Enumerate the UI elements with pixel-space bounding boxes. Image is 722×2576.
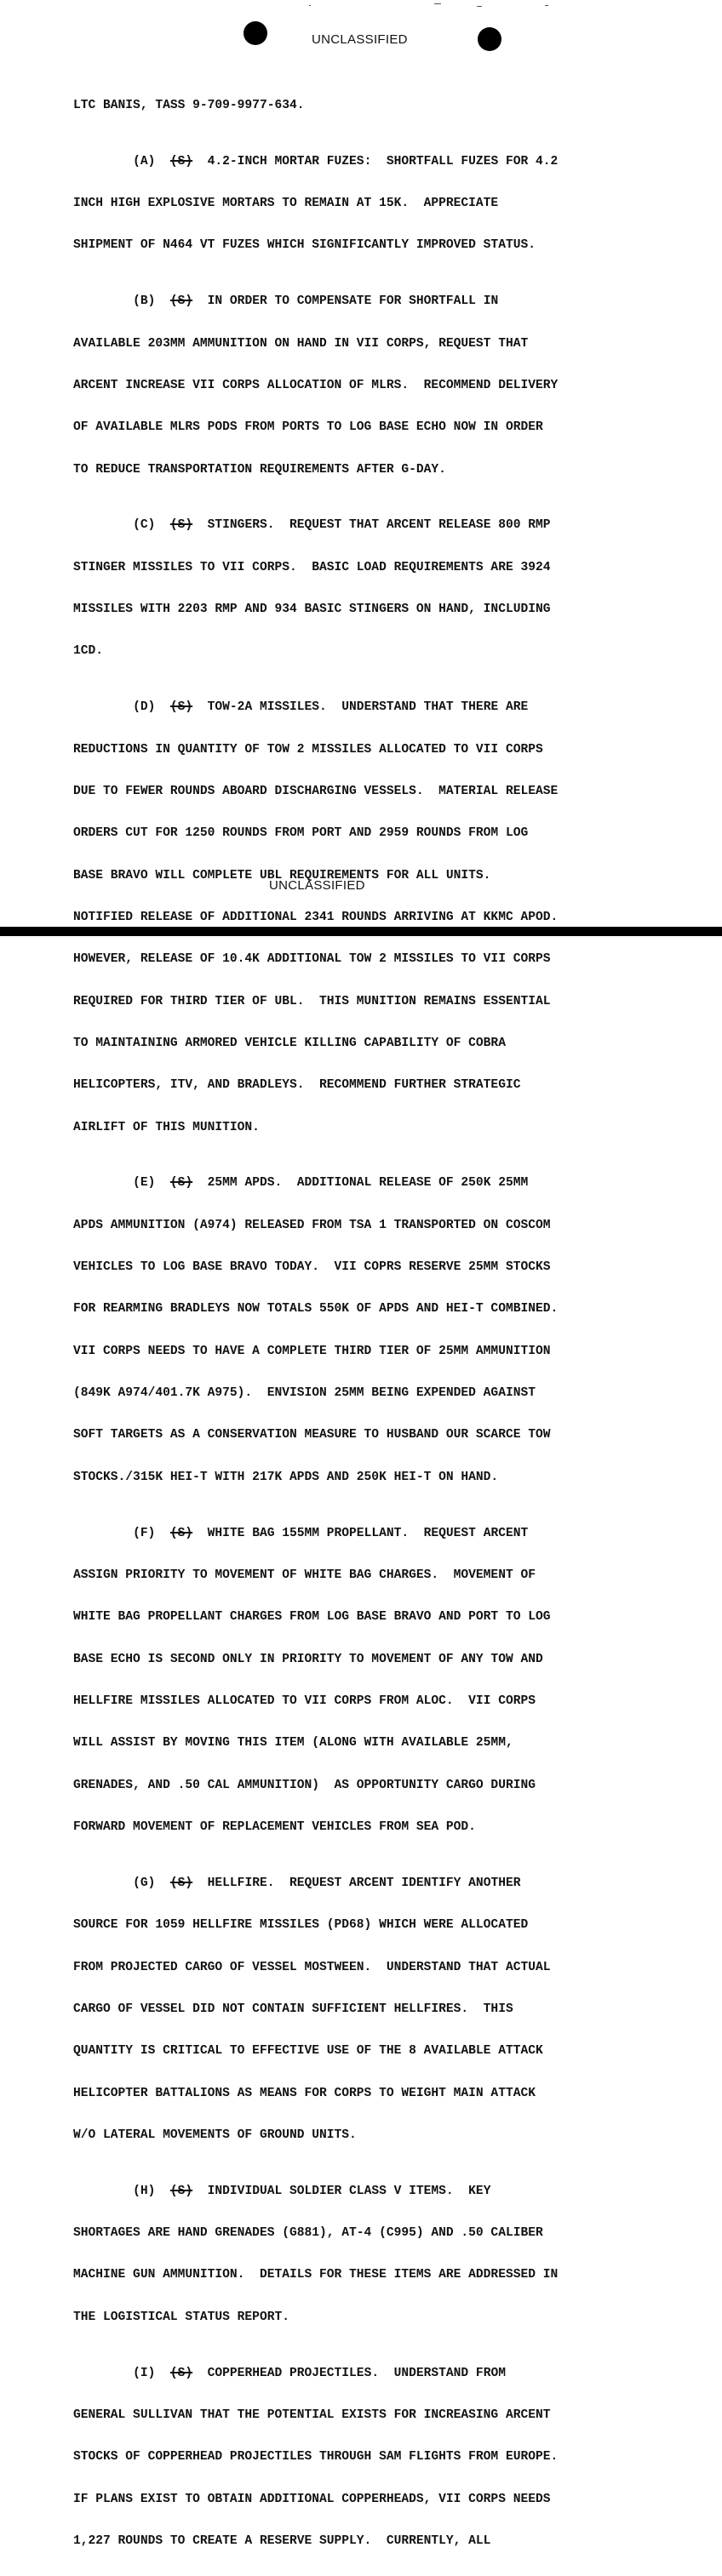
para-d-line: HELICOPTERS, ITV, AND BRADLEYS. RECOMMEND FURTHER STRATEGIC	[73, 1078, 521, 1093]
para-a-line: SHIPMENT OF N464 VT FUZES WHICH SIGNIFICANTLY IMPROVED STATUS.	[73, 238, 536, 253]
para-h-line: MACHINE GUN AMMUNITION. DETAILS FOR THESE ITEMS ARE ADDRESSED IN	[73, 2268, 559, 2282]
para-d-line: ORDERS CUT FOR 1250 ROUNDS FROM PORT AND 2959 ROUNDS FROM LOG	[73, 826, 529, 841]
para-c-line-1	[73, 518, 635, 532]
para-f-line: FORWARD MOVEMENT OF REPLACEMENT VEHICLES FROM SEA POD.	[73, 1820, 476, 1835]
para-c-line: MISSILES WITH 2203 RMP AND 934 BASIC STINGERS ON HAND, INCLUDING	[73, 603, 551, 617]
punch-hole-right	[478, 27, 501, 51]
para-f-line: ASSIGN PRIORITY TO MOVEMENT OF WHITE BAG CHARGES. MOVEMENT OF	[73, 1568, 536, 1582]
para-e-label: (E)	[133, 1176, 156, 1191]
para-i-line-1	[73, 2367, 635, 2380]
para-b-line: ARCENT INCREASE VII CORPS ALLOCATION OF MLRS. RECOMMEND DELIVERY	[73, 378, 559, 392]
scan-bottom-edge	[0, 927, 722, 936]
para-e-line: SOFT TARGETS AS A CONSERVATION MEASURE TO HUSBAND OUR SCARCE TOW	[73, 1428, 551, 1442]
para-c-text: STINGERS. REQUEST THAT ARCENT RELEASE 800 RMP	[207, 518, 551, 533]
para-g-line: FROM PROJECTED CARGO OF VESSEL MOSTWEEN. UNDERSTAND THAT ACTUAL	[73, 1960, 551, 1974]
scan-speck	[545, 5, 548, 6]
para-h-label: (H)	[133, 2184, 156, 2198]
para-e-line: (849K A974/401.7K A975). ENVISION 25MM BEING EXPENDED AGAINST	[73, 1386, 536, 1401]
para-i-marking: (S)	[169, 2366, 193, 2380]
para-g-line: W/O LATERAL MOVEMENTS OF GROUND UNITS.	[73, 2128, 357, 2142]
para-d-line: REDUCTIONS IN QUANTITY OF TOW 2 MISSILES ALLOCATED TO VII CORPS	[73, 742, 543, 757]
para-b-line-1	[73, 294, 635, 308]
para-d-line: REQUIRED FOR THIRD TIER OF UBL. THIS MUNITION REMAINS ESSENTIAL	[73, 994, 551, 1008]
para-a-marking: (S)	[169, 154, 193, 168]
para-e-line: STOCKS./315K HEI-T WITH 217K APDS AND 250K HEI-T ON HAND.	[73, 1470, 499, 1484]
para-h-line: THE LOGISTICAL STATUS REPORT.	[73, 2310, 289, 2324]
para-i-line: STOCKS OF COPPERHEAD PROJECTILES THROUGH SAM FLIGHTS FROM EUROPE.	[73, 2450, 559, 2465]
para-d-line: AIRLIFT OF THIS MUNITION.	[73, 1120, 260, 1134]
para-d-line: BASE BRAVO WILL COMPLETE UBL REQUIREMENTS FOR ALL UNITS.	[73, 868, 491, 882]
para-e-marking: (S)	[169, 1176, 193, 1191]
para-b-line: OF AVAILABLE MLRS PODS FROM PORTS TO LOG BASE ECHO NOW IN ORDER	[73, 420, 543, 435]
para-b-marking: (S)	[169, 294, 193, 309]
para-h-text: INDIVIDUAL SOLDIER CLASS V ITEMS. KEY	[207, 2184, 491, 2198]
document-body	[73, 71, 635, 2576]
para-d-label: (D)	[133, 700, 156, 715]
para-g-line: CARGO OF VESSEL DID NOT CONTAIN SUFFICIENT HELLFIRES. THIS	[73, 2002, 513, 2016]
para-a-text: 4.2-INCH MORTAR FUZES: SHORTFALL FUZES FOR 4.2	[207, 154, 559, 168]
para-e-line: VII CORPS NEEDS TO HAVE A COMPLETE THIRD TIER OF 25MM AMMUNITION	[73, 1344, 551, 1358]
intro-line: LTC BANIS, TASS 9-709-9977-634.	[73, 98, 305, 112]
punch-hole-left	[244, 21, 267, 45]
para-e-line: VEHICLES TO LOG BASE BRAVO TODAY. VII COPRS RESERVE 25MM STOCKS	[73, 1260, 551, 1275]
para-i-line: IF PLANS EXIST TO OBTAIN ADDITIONAL COPPERHEADS, VII CORPS NEEDS	[73, 2492, 551, 2506]
para-d-text: TOW-2A MISSILES. UNDERSTAND THAT THERE ARE	[207, 700, 529, 715]
para-i-label: (I)	[133, 2366, 156, 2380]
para-f-line: HELLFIRE MISSILES ALLOCATED TO VII CORPS FROM ALOC. VII CORPS	[73, 1694, 536, 1708]
para-f-text: WHITE BAG 155MM PROPELLANT. REQUEST ARCENT	[207, 1526, 529, 1540]
para-g-text: HELLFIRE. REQUEST ARCENT IDENTIFY ANOTHER	[207, 1876, 521, 1890]
para-h-marking: (S)	[169, 2184, 193, 2198]
classification-header: UNCLASSIFIED	[312, 32, 408, 47]
para-a-line: INCH HIGH EXPLOSIVE MORTARS TO REMAIN AT 15K. APPRECIATE	[73, 197, 499, 211]
scan-speck	[477, 6, 482, 7]
para-b-line: TO REDUCE TRANSPORTATION REQUIREMENTS AFTER G-DAY.	[73, 462, 446, 477]
para-d-marking: (S)	[169, 700, 193, 715]
para-d-line: HOWEVER, RELEASE OF 10.4K ADDITIONAL TOW 2 MISSILES TO VII CORPS	[73, 952, 551, 967]
para-h-line-1	[73, 2185, 635, 2198]
scan-speck	[434, 3, 441, 4]
para-d-line: DUE TO FEWER ROUNDS ABOARD DISCHARGING VESSELS. MATERIAL RELEASE	[73, 784, 559, 798]
para-b-label: (B)	[133, 294, 156, 309]
para-b-text: IN ORDER TO COMPENSATE FOR SHORTFALL IN	[207, 294, 499, 309]
para-a-line-1	[73, 155, 635, 168]
para-i-line: 1,227 ROUNDS TO CREATE A RESERVE SUPPLY. CURRENTLY, ALL	[73, 2533, 491, 2548]
para-c-label: (C)	[133, 518, 156, 533]
para-c-line: STINGER MISSILES TO VII CORPS. BASIC LOAD REQUIREMENTS ARE 3924	[73, 560, 551, 574]
para-g-line-1	[73, 1876, 635, 1890]
para-f-marking: (S)	[169, 1526, 193, 1540]
para-i-text: COPPERHEAD PROJECTILES. UNDERSTAND FROM	[207, 2366, 506, 2380]
scan-speck	[309, 5, 311, 6]
para-f-line: WILL ASSIST BY MOVING THIS ITEM (ALONG WITH AVAILABLE 25MM,	[73, 1736, 513, 1751]
para-f-line: BASE ECHO IS SECOND ONLY IN PRIORITY TO MOVEMENT OF ANY TOW AND	[73, 1652, 543, 1666]
para-e-line: FOR REARMING BRADLEYS NOW TOTALS 550K OF APDS AND HEI-T COMBINED.	[73, 1302, 559, 1317]
para-c-marking: (S)	[169, 518, 193, 533]
para-f-line: GRENADES, AND .50 CAL AMMUNITION) AS OPPORTUNITY CARGO DURING	[73, 1778, 536, 1792]
para-h-line: SHORTAGES ARE HAND GRENADES (G881), AT-4 (C995) AND .50 CALIBER	[73, 2226, 543, 2241]
para-d-line-1	[73, 700, 635, 714]
para-f-line: WHITE BAG PROPELLANT CHARGES FROM LOG BASE BRAVO AND PORT TO LOG	[73, 1610, 551, 1625]
para-f-label: (F)	[133, 1526, 156, 1540]
para-g-line: SOURCE FOR 1059 HELLFIRE MISSILES (PD68) WHICH WERE ALLOCATED	[73, 1918, 529, 1933]
para-g-line: QUANTITY IS CRITICAL TO EFFECTIVE USE OF THE 8 AVAILABLE ATTACK	[73, 2044, 543, 2059]
para-c-line: 1CD.	[73, 644, 104, 659]
para-g-label: (G)	[133, 1876, 156, 1890]
para-g-line: HELICOPTER BATTALIONS AS MEANS FOR CORPS TO WEIGHT MAIN ATTACK	[73, 2086, 536, 2100]
para-e-line: APDS AMMUNITION (A974) RELEASED FROM TSA 1 TRANSPORTED ON COSCOM	[73, 1218, 551, 1232]
para-g-marking: (S)	[169, 1876, 193, 1890]
para-e-text: 25MM APDS. ADDITIONAL RELEASE OF 250K 25MM	[207, 1176, 529, 1191]
para-d-line: NOTIFIED RELEASE OF ADDITIONAL 2341 ROUNDS ARRIVING AT KKMC APOD.	[73, 910, 559, 924]
para-d-line: TO MAINTAINING ARMORED VEHICLE KILLING CAPABILITY OF COBRA	[73, 1036, 506, 1050]
para-b-line: AVAILABLE 203MM AMMUNITION ON HAND IN VII CORPS, REQUEST THAT	[73, 336, 529, 351]
classification-footer: UNCLASSIFIED	[269, 878, 365, 893]
para-e-line-1	[73, 1176, 635, 1190]
para-f-line-1	[73, 1527, 635, 1540]
para-i-line: GENERAL SULLIVAN THAT THE POTENTIAL EXISTS FOR INCREASING ARCENT	[73, 2408, 551, 2422]
para-a-label: (A)	[133, 154, 156, 168]
